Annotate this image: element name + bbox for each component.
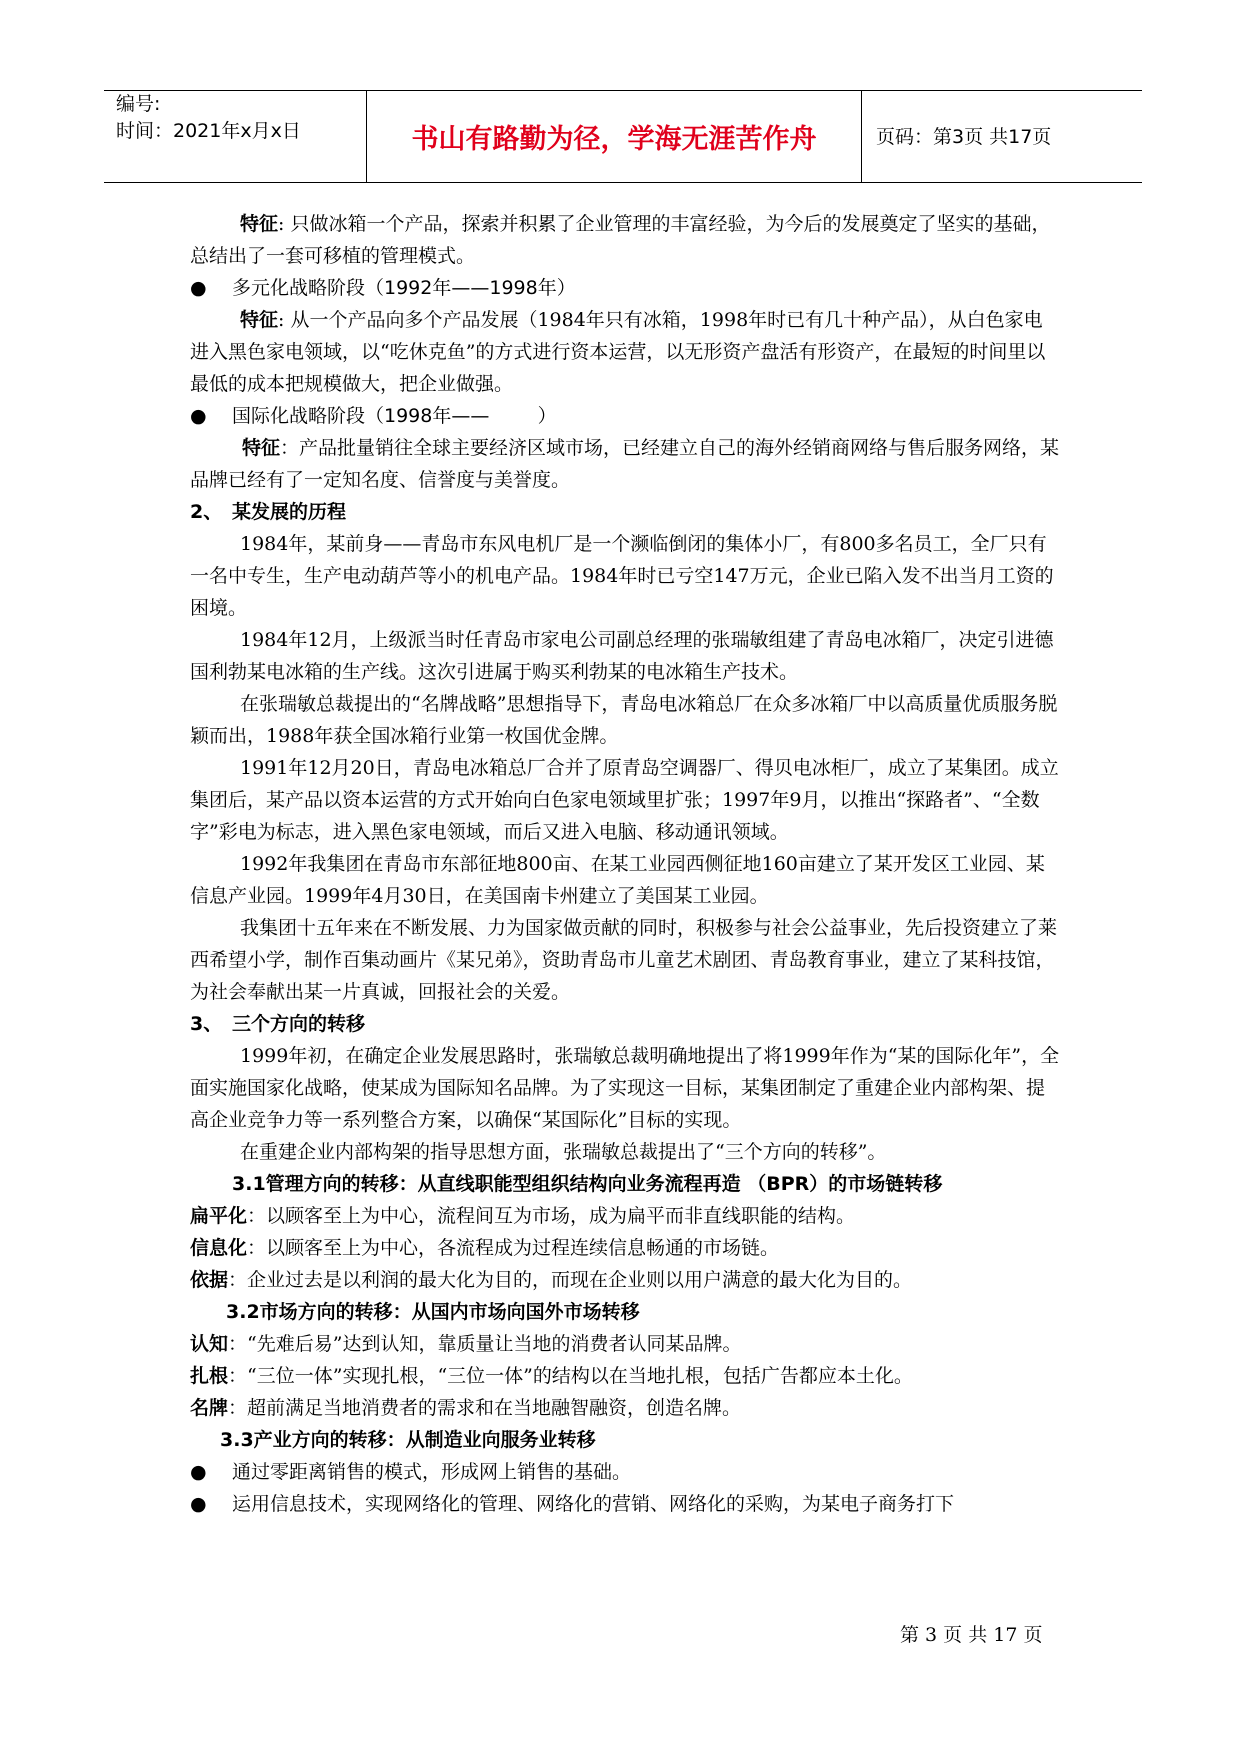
definition-cognition: 认知：“先难后易”达到认知，靠质量让当地的消费者认同某品牌。: [190, 1333, 742, 1355]
definition-basis: 依据：企业过去是以利润的最大化为目的，而现在企业则以用户满意的最大化为目的。: [190, 1269, 913, 1291]
bullet-icon: ●: [190, 1461, 207, 1483]
paragraph-history-3: 在张瑞敏总裁提出的“名牌战略”思想指导下，青岛电冰箱总厂在众多冰箱厂中以高质量优质服务脱颖而出，1988年获全国冰箱行业第一枚国优金牌。: [190, 693, 1058, 747]
paragraph-transfer-2: 在重建企业内部构架的指导思想方面，张瑞敏总裁提出了“三个方向的转移”。: [240, 1141, 887, 1163]
number-label: 编号:: [116, 93, 161, 115]
bullet-information-tech: ● 运用信息技术，实现网络化的管理、网络化的营销、网络化的采购，为某电子商务打下: [190, 1488, 1060, 1520]
paragraph-history-1: 1984年，某前身——青岛市东风电机厂是一个濒临倒闭的集体小厂，有800多名员工，全厂只有一名中专生，生产电动葫芦等小的机电产品。1984年时已亏空147万元，企业已陷入发不出当月工资的困境。: [190, 533, 1054, 619]
header-center-cell: [366, 91, 862, 182]
paragraph-feature-1: 特征: 只做冰箱一个产品，探索并积累了企业管理的丰富经验，为今后的发展奠定了坚实的基础，总结出了一套可移植的管理模式。: [190, 213, 1051, 267]
bullet-zero-distance: ● 通过零距离销售的模式，形成网上销售的基础。: [190, 1456, 1060, 1488]
motto: 书山有路勤为径，学海无涯苦作舟: [411, 124, 817, 155]
definition-info: 信息化：以顾客至上为中心，各流程成为过程连续信息畅通的市场链。: [190, 1237, 780, 1259]
bullet-diversification: ● 多元化战略阶段（1992年——1998年）: [190, 272, 1060, 304]
subsection-3-1: 3.1管理方向的转移：从直线职能型组织结构向业务流程再造 （BPR）的市场链转移: [232, 1173, 943, 1195]
date-line: 时间：2021年x月x日: [116, 120, 301, 142]
paragraph-history-4: 1991年12月20日，青岛电冰箱总厂合并了原青岛空调器厂、得贝电冰柜厂，成立了某集团。成立集团后，某产品以资本运营的方式开始向白色家电领域里扩张；1997年9月，以推出“探路者”、“全数字”彩电为标志，进入黑色家电领域，而后又进入电脑、移动通讯领域。: [190, 757, 1059, 843]
header-right-cell: [862, 91, 1142, 182]
document-body: [190, 208, 1060, 1520]
header-left-cell: [104, 91, 366, 182]
subsection-3-2: 3.2市场方向的转移：从国内市场向国外市场转移: [226, 1301, 640, 1323]
paragraph-history-6: 我集团十五年来在不断发展、力为国家做贡献的同时，积极参与社会公益事业，先后投资建立了莱西希望小学，制作百集动画片《某兄弟》，资助青岛市儿童艺术剧团、青岛教育事业，建立了某科技馆，为社会奉献出某一片真诚，回报社会的关爱。: [190, 917, 1058, 1003]
paragraph-feature-2: 特征: 从一个产品向多个产品发展（1984年只有冰箱，1998年时已有几十种产品），从白色家电进入黑色家电领域，以“吃休克鱼”的方式进行资本运营，以无形资产盘活有形资产，在最短的时间里以最低的成本把规模做大，把企业做强。: [190, 309, 1046, 395]
definition-flat: 扁平化：以顾客至上为中心，流程间互为市场，成为扁平而非直线职能的结构。: [190, 1205, 856, 1227]
bullet-internationalization: ● 国际化战略阶段（1998年—— ）: [190, 400, 1060, 432]
section-heading-2: 2、 某发展的历程: [190, 501, 347, 523]
page-footer: 第 3 页 共 17 页: [900, 1624, 1043, 1646]
section-heading-3: 3、 三个方向的转移: [190, 1013, 366, 1035]
bullet-icon: ●: [190, 405, 207, 427]
paragraph-history-5: 1992年我集团在青岛市东部征地800亩、在某工业园西侧征地160亩建立了某开发区工业园、某信息产业园。1999年4月30日，在美国南卡州建立了美国某工业园。: [190, 853, 1045, 907]
header-table: [104, 90, 1142, 183]
paragraph-feature-3: 特征：产品批量销往全球主要经济区域市场，已经建立自己的海外经销商网络与售后服务网络，某品牌已经有了一定知名度、信誉度与美誉度。: [190, 437, 1060, 491]
paragraph-transfer-1: 1999年初，在确定企业发展思路时，张瑞敏总裁明确地提出了将1999年作为“某的国际化年”，全面实施国家化战略，使某成为国际知名品牌。为了实现这一目标，某集团制定了重建企业内部构架、提高企业竞争力等一系列整合方案，以确保“某国际化”目标的实现。: [190, 1045, 1060, 1131]
bullet-icon: ●: [190, 1493, 207, 1515]
subsection-3-3: 3.3产业方向的转移：从制造业向服务业转移: [220, 1429, 596, 1451]
definition-brand: 名牌：超前满足当地消费者的需求和在当地融智融资，创造名牌。: [190, 1397, 742, 1419]
bullet-icon: ●: [190, 277, 207, 299]
paragraph-history-2: 1984年12月，上级派当时任青岛市家电公司副总经理的张瑞敏组建了青岛电冰箱厂，决定引进德国利勃某电冰箱的生产线。这次引进属于购买利勃某的电冰箱生产技术。: [190, 629, 1054, 683]
definition-rooting: 扎根：“三位一体”实现扎根，“三位一体”的结构以在当地扎根，包括广告都应本土化。: [190, 1365, 913, 1387]
page-line: 页码：第3页 共17页: [876, 125, 1052, 148]
